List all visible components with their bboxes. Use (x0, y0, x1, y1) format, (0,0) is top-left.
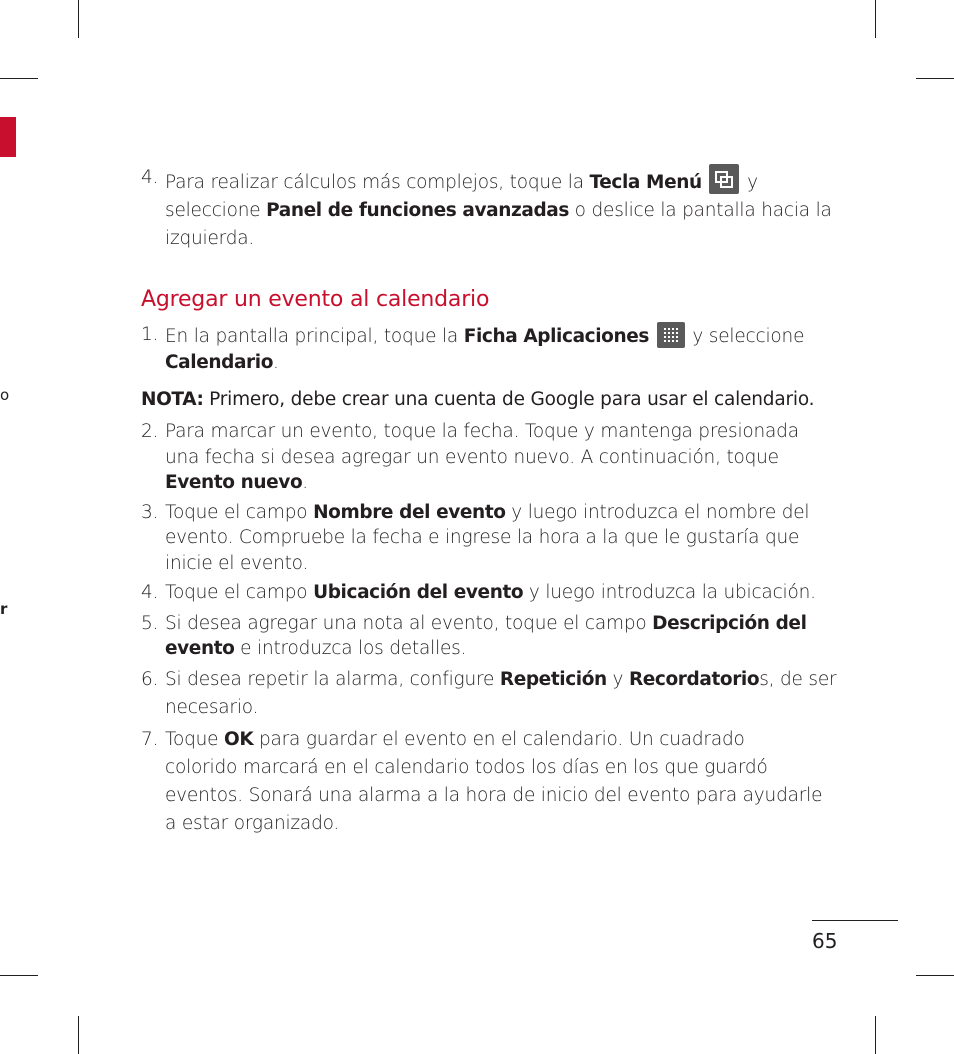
crop-mark-right-top (916, 78, 954, 79)
bleed-text-1: o (0, 386, 10, 404)
step-4-event-location: 4. Toque el campo Ubicación del evento y luego introduzca la ubicación. (141, 582, 816, 603)
step-6-repeat-alarm: 6. Si desea repetir la alarma, configure Repetición y Recordatorios, de ser necesario. (141, 668, 837, 718)
crop-mark-top-left (78, 0, 79, 38)
crop-mark-bottom-left (78, 1016, 79, 1054)
step-4-calculator: 4. Para realizar cálculos más complejos, toque la Tecla Menú y seleccione Panel de funciones avanzadas o deslice la pantalla hacia la izquierda. (141, 164, 841, 253)
crop-mark-right-bottom (916, 975, 954, 976)
bleed-text-2: r (0, 600, 8, 618)
step-2-new-event: 2. Para marcar un evento, toque la fecha. Toque y mantenga presionada una fecha si desea agregar un evento nuevo. A continuación, toque Evento nuevo. (141, 421, 799, 493)
page-number-rule (812, 920, 898, 921)
section-title: Agregar un evento al calendario (141, 287, 490, 312)
note-label: NOTA: (141, 389, 204, 410)
page-content (141, 164, 841, 838)
step-5-event-description: 5. Si desea agregar una nota al evento, toque el campo Descripción del evento e introduzca los detalles. (141, 612, 807, 659)
step-1-open-calendar: 1. En la pantalla principal, toque la Ficha Aplicaciones y seleccione Calendario. (141, 324, 805, 373)
menu-key-icon (709, 164, 739, 194)
crop-mark-bottom-right (875, 1016, 876, 1054)
crop-mark-left-bottom (0, 975, 38, 976)
menu-key-label: Tecla Menú (589, 172, 702, 193)
page-number: 65 (812, 929, 838, 953)
apps-grid-icon (657, 322, 685, 348)
step-7-save-event: 7. Toque OK para guardar el evento en el calendario. Un cuadrado colorido marcará en el calendario todos los días en los que guardó eventos. Sonará una alarma a la hora de inicio del evento para ayudarle a estar organizado. (141, 728, 823, 834)
crop-mark-top-right (875, 0, 876, 38)
step-number: 4. (141, 167, 159, 188)
note: NOTA: Primero, debe crear una cuenta de Google para usar el calendario. (141, 389, 815, 410)
step-3-event-name: 3. Toque el campo Nombre del evento y luego introduzca el nombre del evento. Compruebe la fecha e ingrese la hora a la que le gustaría que inicie el evento. (141, 501, 810, 574)
crop-mark-left-top (0, 78, 38, 79)
section-tab-marker (0, 117, 16, 157)
